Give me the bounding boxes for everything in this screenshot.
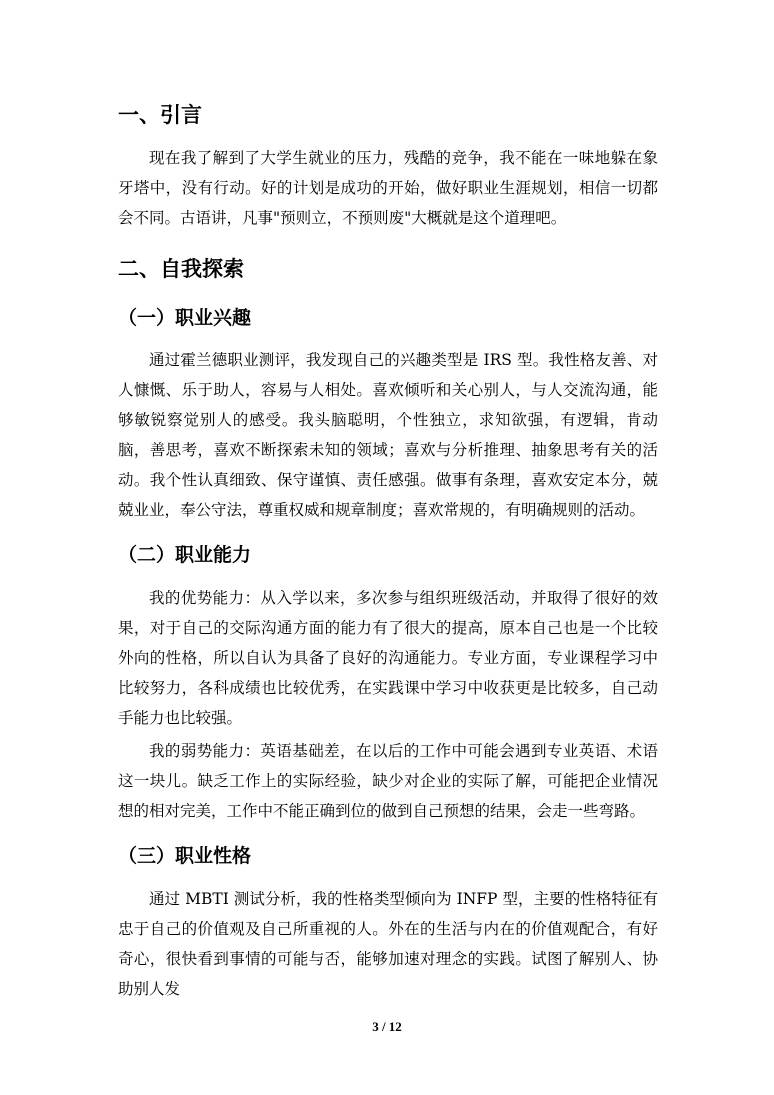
page-number: 3 / 12 — [372, 1019, 402, 1034]
paragraph-career-interest: 通过霍兰德职业测评，我发现自己的兴趣类型是 IRS 型。我性格友善、对人慷慨、乐于助人，容易与人相处。喜欢倾听和关心别人，与人交流沟通，能够敏锐察觉别人的感受。我头脑聪明，个性独立，求知欲强，有逻辑，肯动脑，善思考，喜欢不断探索未知的领域；喜欢与分析推理、抽象思考有关的活动。我个性认真细致、保守谨慎、责任感强。做事有条理，喜欢安定本分，兢兢业业，奉公守法，尊重权威和规章制度；喜欢常规的，有明确规则的活动。 — [118, 351, 658, 519]
heading-introduction: 一、引言 — [118, 103, 202, 127]
heading-career-personality: （三）职业性格 — [118, 845, 252, 867]
paragraph-career-personality: 通过 MBTI 测试分析，我的性格类型倾向为 INFP 型，主要的性格特征有忠于自己的价值观及自己所重视的人。外在的生活与内在的价值观配合，有好奇心，很快看到事情的可能与否，能够加速对理念的实践。试图了解别人、协助别人发 — [118, 890, 658, 998]
heading-self-exploration: 二、自我探索 — [118, 257, 244, 281]
paragraph-strengths: 我的优势能力：从入学以来，多次参与组织班级活动，并取得了很好的效果，对于自己的交际沟通方面的能力有了很大的提高，原本自己也是一个比较外向的性格，所以自认为具备了良好的沟通能力。专业方面，专业课程学习中比较努力，各科成绩也比较优秀，在实践课中学习中收获更是比较多，自己动手能力也比较强。 — [118, 589, 658, 727]
heading-career-ability: （二）职业能力 — [118, 544, 252, 566]
paragraph-weaknesses: 我的弱势能力：英语基础差，在以后的工作中可能会遇到专业英语、术语这一块儿。缺乏工作上的实际经验，缺少对企业的实际了解，可能把企业情况想的相对完美，工作中不能正确到位的做到自己预想的结果，会走一些弯路。 — [118, 742, 658, 820]
heading-career-interest: （一）职业兴趣 — [118, 307, 252, 329]
paragraph-introduction: 现在我了解到了大学生就业的压力，残酷的竞争，我不能在一味地躲在象牙塔中，没有行动。好的计划是成功的开始，做好职业生涯规划，相信一切都会不同。古语讲，凡事"预则立，不预则废"大概就是这个道理吧。 — [118, 149, 658, 227]
